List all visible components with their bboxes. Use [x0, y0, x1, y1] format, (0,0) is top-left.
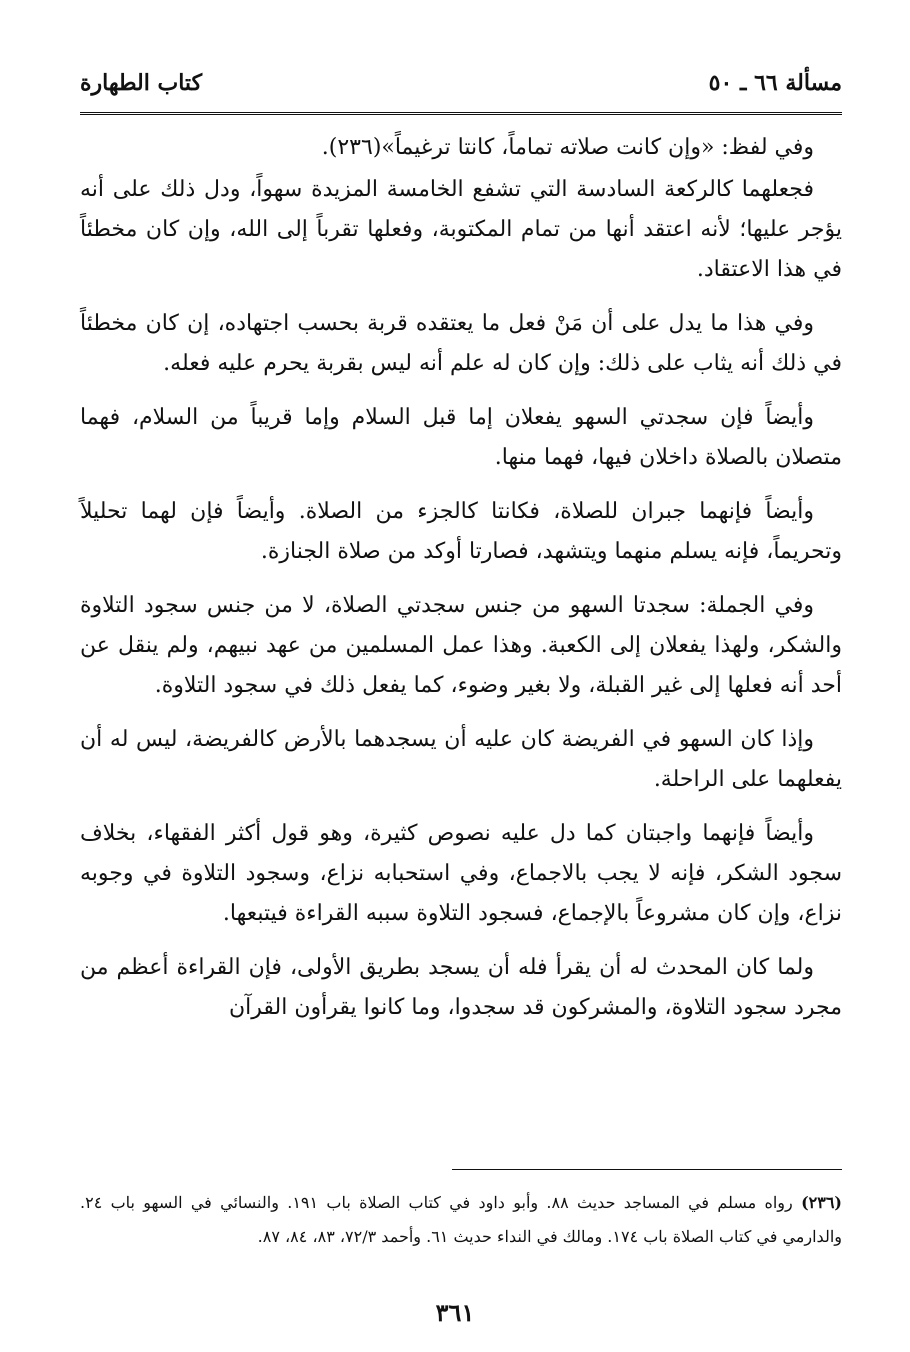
- paragraph: فجعلهما كالركعة السادسة التي تشفع الخامسة المزيدة سهواً، ودل ذلك على أنه يؤجر عليها؛ لأنه اعتقد أنها من تمام المكتوبة، وفعلها تقرباً إلى الله، وإن كان مخطئاً في هذا الاعتقاد.: [80, 177, 842, 282]
- main-text: [80, 128, 842, 1042]
- paragraph: وفي الجملة: سجدتا السهو من جنس سجدتي الصلاة، لا من جنس سجود التلاوة والشكر، ولهذا يفعلان إلى الكعبة. وهذا عمل المسلمين من عهد نبيهم، ولم ينقل عن أحد أنه فعلها إلى غير القبلة، ولا بغير وضوء، كما يفعل ذلك في سجود التلاوة.: [80, 593, 842, 698]
- footnote-text: رواه مسلم في المساجد حديث ٨٨. وأبو داود في كتاب الصلاة باب ١٩١. والنسائي في السهو باب ٢٤. والدارمي في كتاب الصلاة باب ١٧٤. ومالك في النداء حديث ٦١. وأحمد ٧٢/٣، ٨٣، ٨٤، ٨٧.: [80, 1193, 842, 1246]
- header-divider: [80, 112, 842, 115]
- footnote-entry: [80, 1186, 842, 1254]
- paragraph: وأيضاً فإنهما جبران للصلاة، فكانتا كالجزء من الصلاة. وأيضاً فإن لهما تحليلاً وتحريماً، فإنه يسلم منهما ويتشهد، فصارتا أوكد من صلاة الجنازة.: [80, 499, 842, 564]
- paragraph: ولما كان المحدث له أن يقرأ فله أن يسجد بطريق الأولى، فإن القراءة أعظم من مجرد سجود التلاوة، والمشركون قد سجدوا، وما كانوا يقرأون القرآن: [80, 955, 842, 1020]
- paragraph: وأيضاً فإن سجدتي السهو يفعلان إما قبل السلام وإما قريباً من السلام، فهما متصلان بالصلاة داخلان فيها، فهما منها.: [80, 405, 842, 470]
- page-number: ٣٦١: [435, 1298, 475, 1327]
- paragraph: وإذا كان السهو في الفريضة كان عليه أن يسجدهما بالأرض كالفريضة، ليس له أن يفعلهما على الراحلة.: [80, 727, 842, 792]
- paragraph: وأيضاً فإنهما واجبتان كما دل عليه نصوص كثيرة، وهو قول أكثر الفقهاء، بخلاف سجود الشكر، فإنه لا يجب بالاجماع، وفي استحبابه نزاع، وسجود التلاوة في وجوبه نزاع، وإن كان مشروعاً بالإجماع، فسجود التلاوة سببه القراءة فيتبعها.: [80, 821, 842, 926]
- footnote-divider: [452, 1169, 842, 1170]
- footnote-number: (٢٣٦): [801, 1193, 842, 1212]
- chapter-title: كتاب الطهارة: [80, 70, 203, 96]
- footnote: [80, 1186, 842, 1254]
- section-label: مسألة ٦٦ ـ ٥٠: [708, 70, 842, 96]
- paragraph: وفي هذا ما يدل على أن مَنْ فعل ما يعتقده قربة بحسب اجتهاده، إن كان مخطئاً في ذلك أنه يثاب على ذلك: وإن كان له علم أنه ليس بقربة يحرم عليه فعله.: [80, 311, 842, 376]
- running-head: [80, 62, 842, 102]
- paragraph: وفي لفظ: «وإن كانت صلاته تماماً، كانتا ترغيماً»(٢٣٦).: [321, 135, 814, 160]
